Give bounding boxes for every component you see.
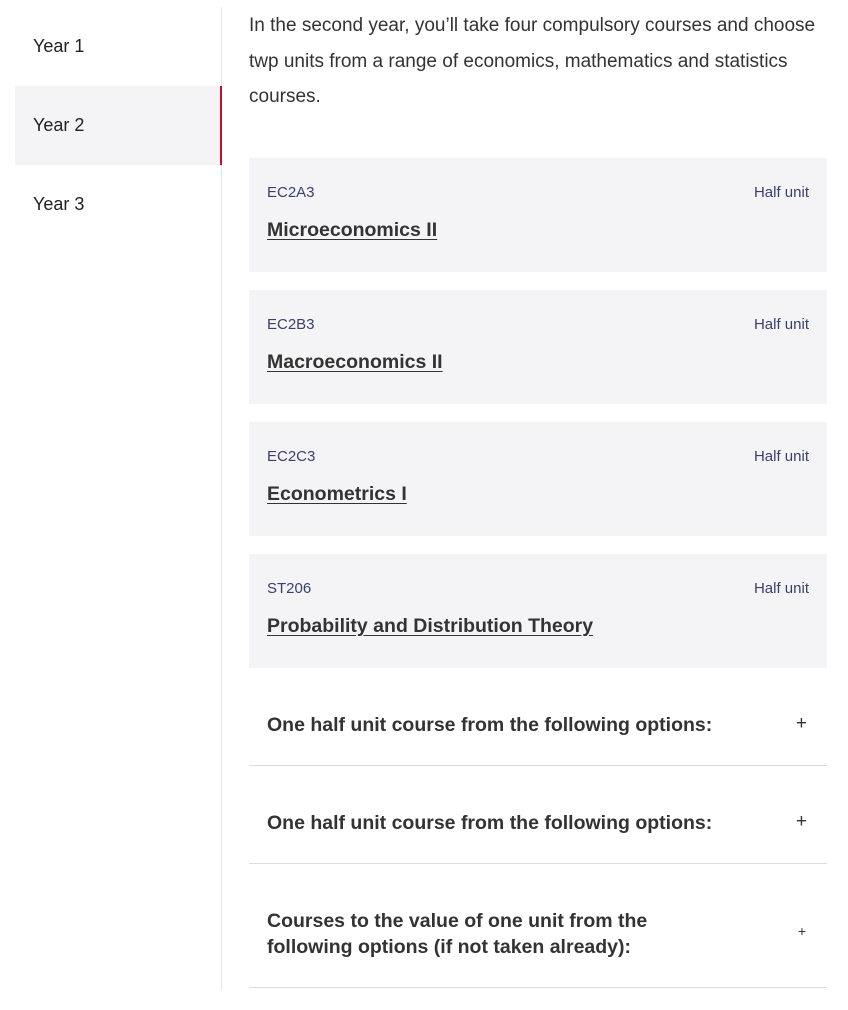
options-accordion[interactable] (249, 864, 827, 988)
course-card (249, 290, 827, 404)
plus-icon[interactable]: + (797, 923, 806, 939)
accordion-title: Courses to the value of one unit from the following options (if not taken already): (267, 910, 648, 958)
plus-icon[interactable]: + (795, 713, 807, 734)
course-unit: Half unit (753, 580, 809, 597)
accordion-title: One half unit course from the following options: (267, 714, 713, 736)
course-card (249, 422, 827, 536)
course-title-link[interactable]: Macroeconomics II (267, 351, 443, 373)
tab-year-1[interactable] (15, 7, 221, 86)
course-code: EC2A3 (267, 184, 315, 201)
course-unit: Half unit (753, 184, 809, 201)
course-card (249, 158, 827, 272)
tab-year-3[interactable] (15, 165, 221, 244)
course-unit: Half unit (753, 448, 809, 465)
year-tabs (15, 7, 222, 990)
intro-text: In the second year, you’ll take four compulsory courses and choose twp units from a range of economics, mathematics and statistics courses. (249, 15, 816, 107)
course-title-link[interactable]: Econometrics I (267, 483, 407, 505)
options-accordion[interactable] (249, 766, 827, 864)
course-card (249, 554, 827, 668)
options-accordion[interactable] (249, 680, 827, 766)
tab-label: Year 2 (33, 115, 85, 135)
course-title-link[interactable]: Microeconomics II (267, 219, 438, 241)
tab-year-2[interactable] (15, 86, 222, 165)
tab-label: Year 3 (33, 194, 85, 214)
course-code: ST206 (267, 580, 312, 597)
accordion-title: One half unit course from the following options: (267, 812, 713, 834)
course-code: EC2B3 (267, 316, 315, 333)
plus-icon[interactable]: + (795, 811, 807, 832)
course-unit: Half unit (753, 316, 809, 333)
course-code: EC2C3 (267, 448, 316, 465)
tab-label: Year 1 (33, 36, 85, 56)
course-title-link[interactable]: Probability and Distribution Theory (267, 615, 594, 637)
